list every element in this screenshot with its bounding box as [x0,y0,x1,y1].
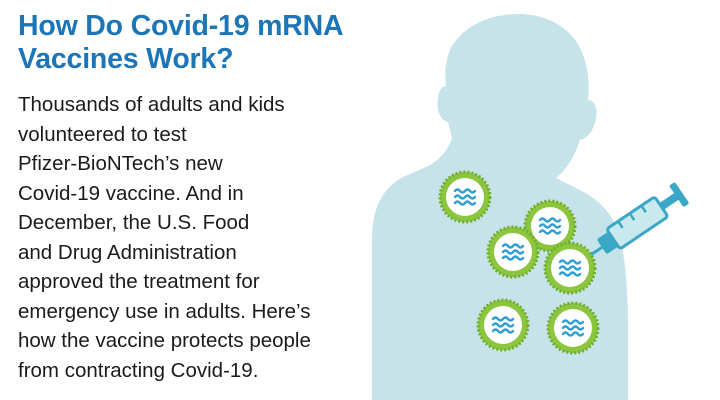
article-title [18,10,368,76]
body-line: emergency use in adults. Here’s [18,299,311,323]
body-line: approved the treatment for [18,270,260,293]
body-line: from contracting Covid-19. [18,358,259,382]
body-line: how the vaccine protects people [18,329,311,352]
body-line: Thousands of adults and kids [18,93,285,116]
body-line: and Drug Administration [18,240,237,264]
article-body [18,90,368,385]
body-line: volunteered to test [18,122,187,146]
title-line: Vaccines Work? [18,43,234,75]
title-line: How Do Covid-19 mRNA [18,10,344,42]
body-line: December, the U.S. Food [18,211,250,234]
article-text [18,10,368,385]
body-line: Pfizer-BioNTech’s new [18,152,223,175]
body-line: Covid-19 vaccine. And in [18,181,244,205]
